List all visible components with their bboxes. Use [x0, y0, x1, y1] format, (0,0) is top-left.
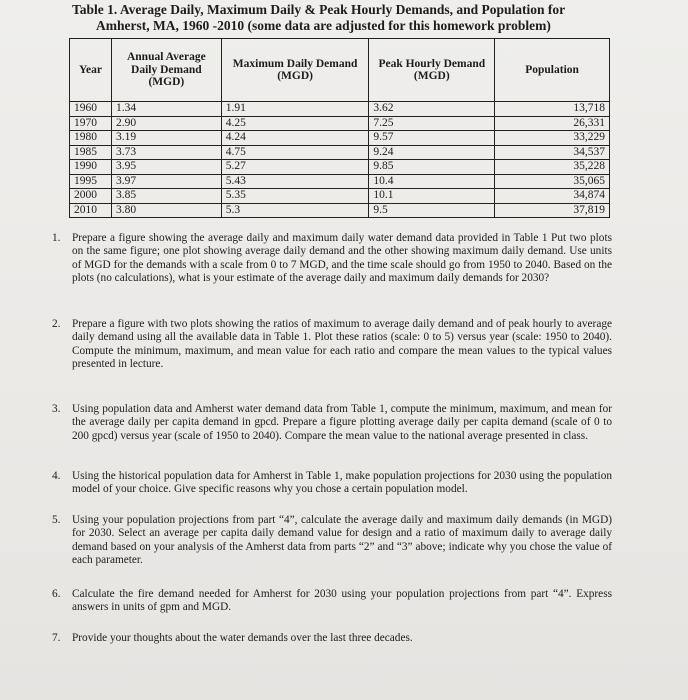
year-cell: 1960: [70, 102, 112, 117]
table-row: [70, 174, 610, 189]
question-item: [52, 514, 612, 568]
question-item: [52, 470, 612, 497]
question-item: [52, 318, 612, 372]
peak-hourly-cell: 7.25: [369, 116, 495, 131]
question-text: Prepare a figure with two plots showing the ratios of maximum to average daily demand and of peak hourly to average daily demand using all the available data in Table 1. Plot these ratios (scale: 0 to 5) versus year (scale: 1950 to 2040). Compute the minimum, maximum, and mean value for each ratio and compare the mean values to the typical values presented in lecture.: [72, 318, 612, 371]
avg-daily-cell: 2.90: [111, 116, 221, 131]
question-item: [52, 232, 612, 286]
year-cell: 1980: [70, 131, 112, 146]
max-daily-cell: 4.75: [221, 145, 369, 160]
peak-hourly-cell: 9.57: [369, 131, 495, 146]
question-text: Prepare a figure showing the average daily and maximum daily water demand data provided in Table 1 Put two plots on the same figure; one plot showing average daily demand and the other showing maximum daily demand. Use units of MGD for the demands with a scale from 0 to 7 MGD, and the time scale should go from 1950 to 2040. Based on the plots (no calculations), what is your estimate of the average daily and maximum daily demands for 2030?: [72, 232, 612, 285]
header-avg-daily: Annual Average Daily Demand (MGD): [111, 39, 221, 102]
population-cell: 37,819: [495, 203, 610, 218]
table-row: [70, 160, 610, 175]
max-daily-cell: 5.3: [221, 203, 369, 218]
population-cell: 34,537: [495, 145, 610, 160]
table-title-line-1: Table 1. Average Daily, Maximum Daily & Peak Hourly Demands, and Population for: [72, 2, 566, 17]
question-text: Using the historical population data for Amherst in Table 1, make population projections for 2030 using the population model of your choice. Give specific reasons why you chose a certain population model.: [72, 470, 612, 496]
peak-hourly-cell: 10.1: [369, 189, 495, 204]
question-number: 5.: [52, 514, 61, 526]
population-cell: 13,718: [495, 102, 610, 117]
question-number: 7.: [52, 632, 61, 644]
header-population: Population: [495, 39, 610, 102]
table-title-line-2: Amherst, MA, 1960 -2010 (some data are adjusted for this homework problem): [96, 18, 551, 33]
header-peak-hourly: Peak Hourly Demand (MGD): [369, 39, 495, 102]
demand-table: [69, 38, 610, 218]
population-cell: 33,229: [495, 131, 610, 146]
header-max-daily: Maximum Daily Demand (MGD): [221, 39, 369, 102]
year-cell: 2010: [70, 203, 112, 218]
avg-daily-cell: 3.97: [111, 174, 221, 189]
avg-daily-cell: 3.80: [111, 203, 221, 218]
question-number: 1.: [52, 232, 61, 244]
avg-daily-cell: 3.95: [111, 160, 221, 175]
question-text: Provide your thoughts about the water demands over the last three decades.: [72, 632, 413, 644]
question-number: 3.: [52, 403, 61, 415]
question-item: [52, 588, 612, 615]
peak-hourly-cell: 3.62: [369, 102, 495, 117]
question-text: Calculate the fire demand needed for Amherst for 2030 using your population projections from part “4”. Express answers in units of gpm and MGD.: [72, 588, 612, 614]
year-cell: 1985: [70, 145, 112, 160]
max-daily-cell: 4.25: [221, 116, 369, 131]
question-number: 6.: [52, 588, 61, 600]
table-row: [70, 102, 610, 117]
population-cell: 26,331: [495, 116, 610, 131]
max-daily-cell: 5.43: [221, 174, 369, 189]
header-year: Year: [70, 39, 112, 102]
year-cell: 1990: [70, 160, 112, 175]
table-row: [70, 203, 610, 218]
question-text: Using your population projections from part “4”, calculate the average daily and maximum daily demands (in MGD) for 2030. Select an average per capita daily demand value for design and a ratio of maximum daily to average daily demand based on your analysis of the Amherst data from parts “2” and “3” above; indicate why you chose the value of each parameter.: [72, 514, 612, 567]
table-row: [70, 145, 610, 160]
table-row: [70, 131, 610, 146]
peak-hourly-cell: 9.85: [369, 160, 495, 175]
max-daily-cell: 4.24: [221, 131, 369, 146]
avg-daily-cell: 3.73: [111, 145, 221, 160]
year-cell: 2000: [70, 189, 112, 204]
table-header-row: [70, 39, 610, 102]
table-row: [70, 189, 610, 204]
question-item: [52, 632, 612, 645]
population-cell: 35,065: [495, 174, 610, 189]
table-title: [72, 2, 632, 34]
peak-hourly-cell: 10.4: [369, 174, 495, 189]
peak-hourly-cell: 9.24: [369, 145, 495, 160]
peak-hourly-cell: 9.5: [369, 203, 495, 218]
question-item: [52, 403, 612, 443]
table-row: [70, 116, 610, 131]
max-daily-cell: 5.35: [221, 189, 369, 204]
avg-daily-cell: 3.19: [111, 131, 221, 146]
question-text: Using population data and Amherst water demand data from Table 1, compute the minimum, maximum, and mean for the average daily per capita demand in gpcd. Prepare a figure plotting average daily per capita demand (scale of 0 to 200 gpcd) versus year (scale of 1950 to 2040). Compare the mean value to the national average presented in class.: [72, 403, 612, 442]
max-daily-cell: 1.91: [221, 102, 369, 117]
population-cell: 34,874: [495, 189, 610, 204]
year-cell: 1970: [70, 116, 112, 131]
question-number: 4.: [52, 470, 61, 482]
question-number: 2.: [52, 318, 61, 330]
max-daily-cell: 5.27: [221, 160, 369, 175]
avg-daily-cell: 3.85: [111, 189, 221, 204]
year-cell: 1995: [70, 174, 112, 189]
table-body: [70, 102, 610, 218]
avg-daily-cell: 1.34: [111, 102, 221, 117]
population-cell: 35,228: [495, 160, 610, 175]
